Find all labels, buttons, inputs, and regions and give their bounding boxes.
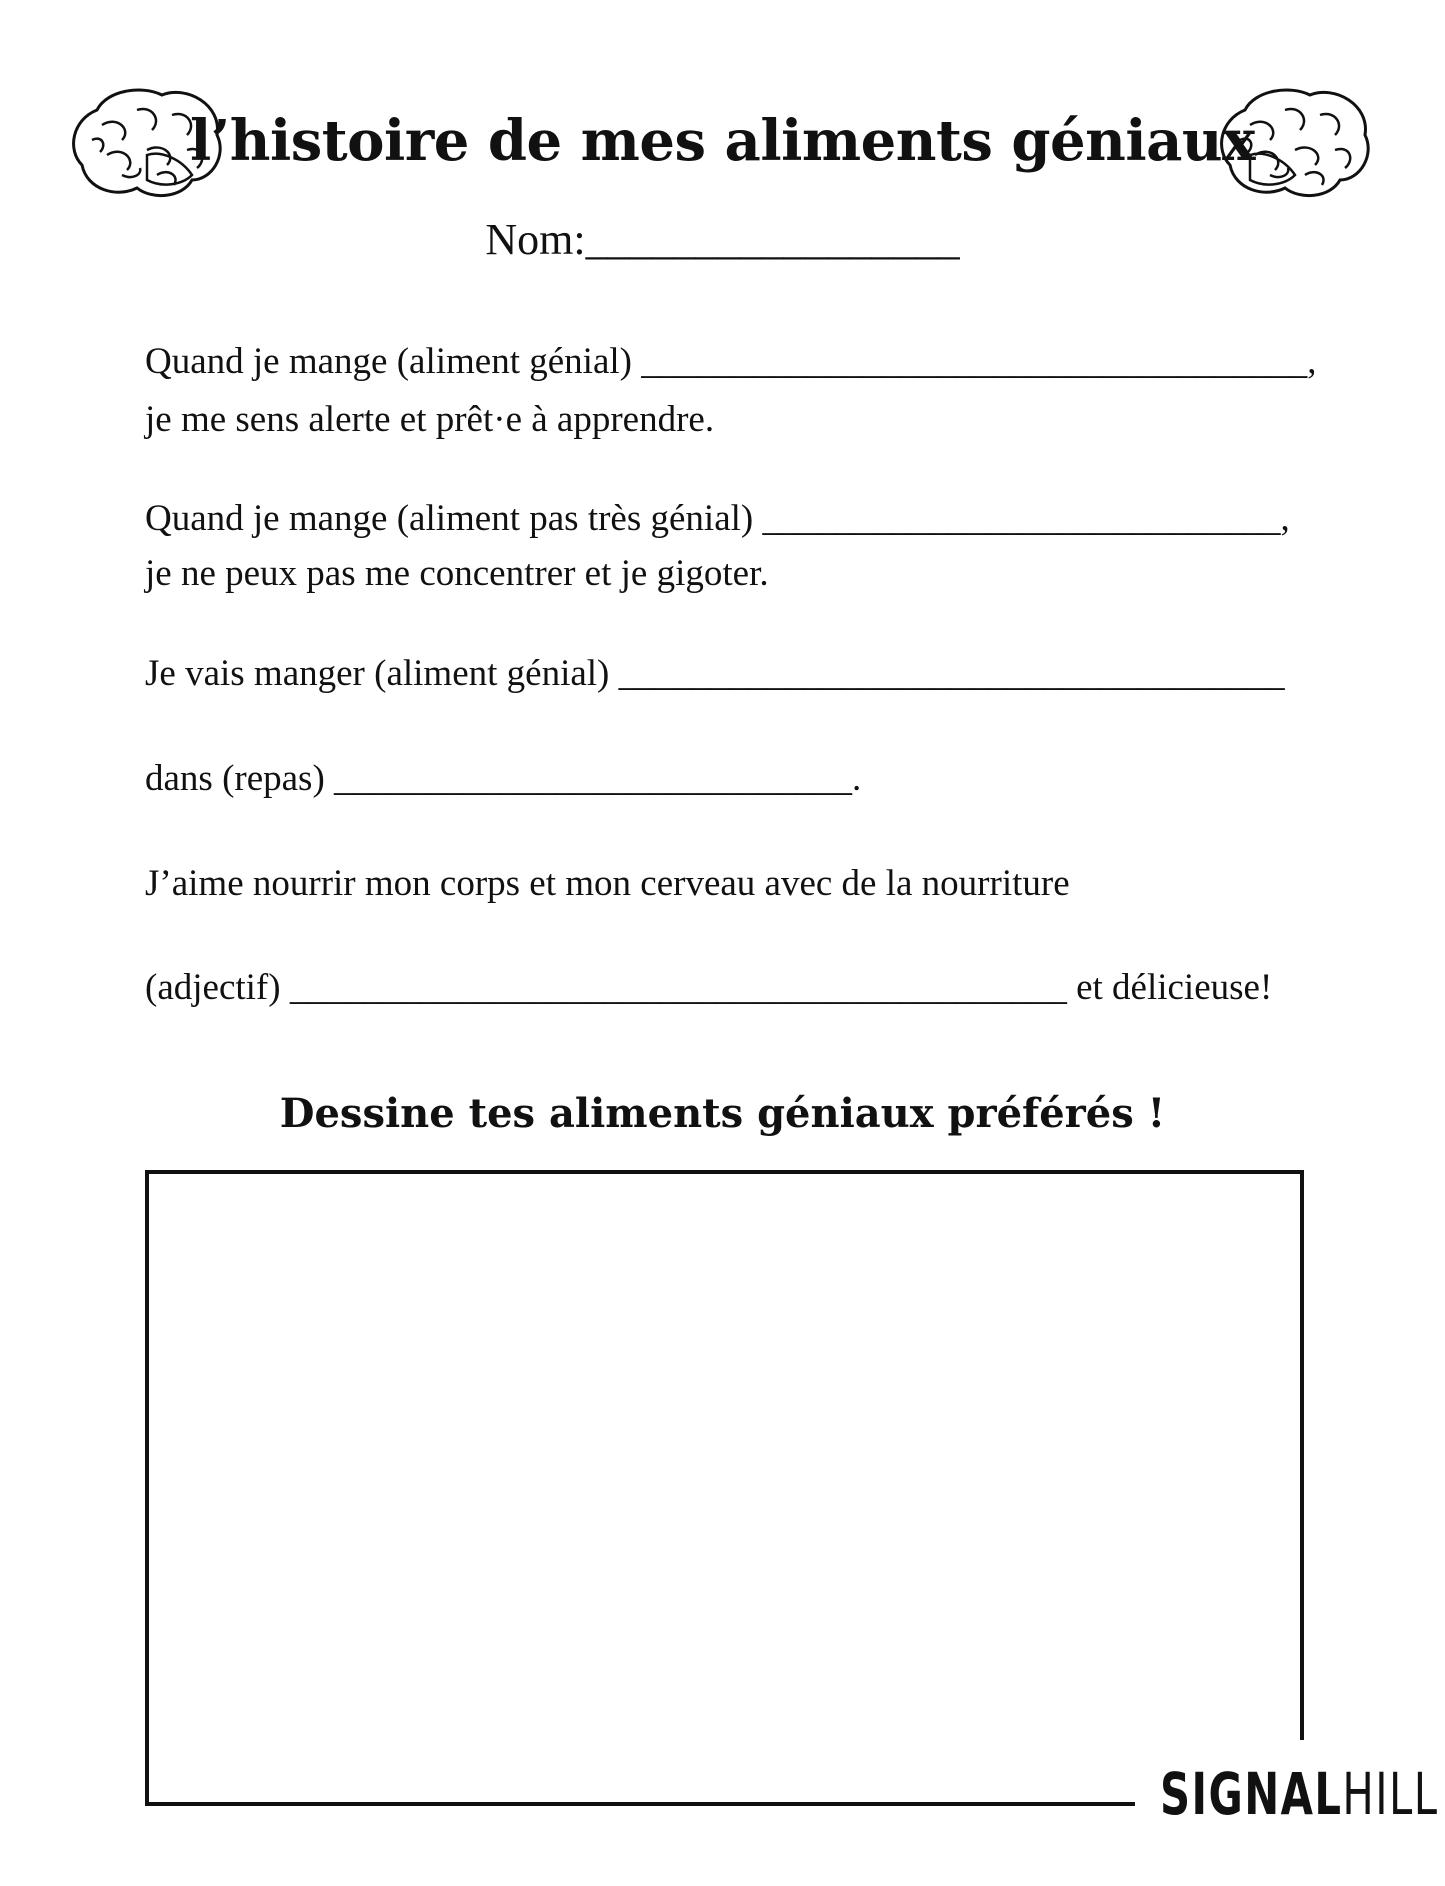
sentence-line-2: je me sens alerte et prêt·e à apprendre. [145,399,715,440]
logo-light-text: HILL [1342,1760,1439,1828]
signal-hill-logo [1160,1760,1438,1828]
sentence-line-1[interactable]: Quand je mange (aliment génial) ____________________________________, [145,341,1317,382]
sentence-line-5[interactable]: Je vais manger (aliment génial) ____________________________________ [145,653,1285,694]
drawing-heading: Dessine tes aliments géniaux préférés ! [279,1090,1166,1137]
drawing-area[interactable] [145,1170,1305,1806]
page-title: l’histoire de mes aliments géniaux [189,108,1256,174]
sentence-line-7: J’aime nourrir mon corps et mon cerveau avec de la nourriture [145,863,1070,904]
sentence-line-6[interactable]: dans (repas) ____________________________. [145,758,862,799]
sentence-line-4: je ne peux pas me concentrer et je gigoter. [145,553,769,594]
name-field[interactable]: Nom:_________________ [485,215,960,264]
sentence-line-8[interactable]: (adjectif) __________________________________________ et délicieuse! [145,967,1273,1008]
logo-bold-text: SIGNAL [1160,1760,1343,1828]
sentence-line-3[interactable]: Quand je mange (aliment pas très génial) ____________________________, [145,498,1290,539]
